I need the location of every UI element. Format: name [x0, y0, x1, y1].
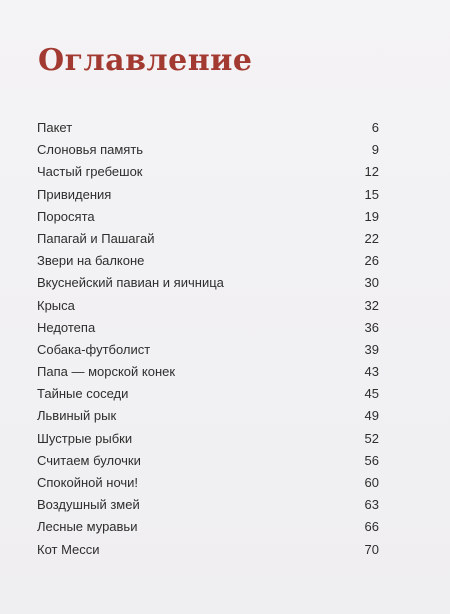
toc-entry [37, 295, 379, 317]
toc-entry-page: 36 [364, 319, 379, 335]
toc-entry [37, 383, 379, 405]
toc-entry [37, 184, 379, 206]
toc-entry-title: Шустрые рыбки [37, 430, 133, 446]
toc-entry-page: 32 [364, 297, 379, 313]
toc-entry [37, 472, 379, 494]
toc-entry-page: 26 [364, 253, 379, 269]
toc-entry-page: 70 [364, 541, 379, 557]
toc-entry-page: 43 [364, 364, 379, 380]
toc-entry-page: 12 [364, 164, 379, 180]
toc-entry [37, 450, 379, 472]
toc-entry-title: Кот Месси [37, 541, 100, 557]
toc-entry-page: 15 [364, 186, 379, 202]
toc-entry [37, 494, 379, 516]
toc-entry-title: Вкуснейский павиан и яичница [37, 275, 224, 291]
toc-entry-title: Тайные соседи [37, 386, 129, 402]
toc-entry [37, 539, 379, 561]
toc-entry [37, 317, 379, 339]
toc-entry-page: 56 [364, 452, 379, 468]
toc-entry-title: Недотепа [37, 319, 96, 335]
toc-entry-page: 52 [364, 430, 379, 446]
toc-entry-title: Считаем булочки [37, 452, 141, 468]
toc-entry-title: Папагай и Пашагай [37, 230, 155, 246]
toc-entry [37, 161, 379, 183]
toc-entry-title: Пакет [37, 120, 73, 135]
toc-entry-page: 39 [364, 341, 379, 357]
toc-entry-page: 45 [364, 386, 379, 402]
toc-entry-title: Крыса [37, 297, 75, 313]
toc-entry-page: 6 [371, 120, 379, 135]
toc-entry [37, 228, 379, 250]
toc-entry-page: 63 [364, 497, 379, 513]
toc-entry [37, 428, 379, 450]
table-of-contents [37, 117, 379, 561]
toc-entry-page: 22 [364, 230, 379, 246]
toc-entry-page: 60 [364, 475, 379, 490]
toc-entry [37, 516, 379, 538]
toc-entry-page: 9 [371, 142, 379, 158]
toc-entry [37, 361, 379, 383]
toc-entry-title: Лесные муравьи [37, 519, 138, 535]
toc-entry [37, 250, 379, 272]
toc-entry [37, 272, 379, 294]
toc-entry-page: 66 [364, 519, 379, 535]
toc-entry-page: 49 [364, 408, 379, 424]
toc-entry [37, 206, 379, 228]
toc-entry-title: Воздушный змей [37, 497, 140, 513]
toc-entry-title: Слоновья память [37, 142, 144, 158]
toc-entry-title: Звери на балконе [37, 253, 145, 269]
toc-entry [37, 339, 379, 361]
toc-entry-title: Папа — морской конек [37, 364, 176, 380]
toc-entry-title: Частый гребешок [37, 164, 143, 180]
toc-entry-page: 19 [364, 208, 379, 224]
toc-entry [37, 117, 379, 139]
toc-entry [37, 139, 379, 161]
toc-entry-title: Поросята [37, 208, 95, 224]
toc-entry-title: Спокойной ночи! [37, 475, 139, 490]
toc-entry-title: Привидения [37, 186, 112, 202]
toc-entry-title: Собака-футболист [37, 341, 151, 357]
page-title: Оглавление [38, 43, 253, 78]
toc-entry-page: 30 [364, 275, 379, 291]
toc-entry [37, 405, 379, 427]
toc-entry-title: Львиный рык [37, 408, 117, 424]
